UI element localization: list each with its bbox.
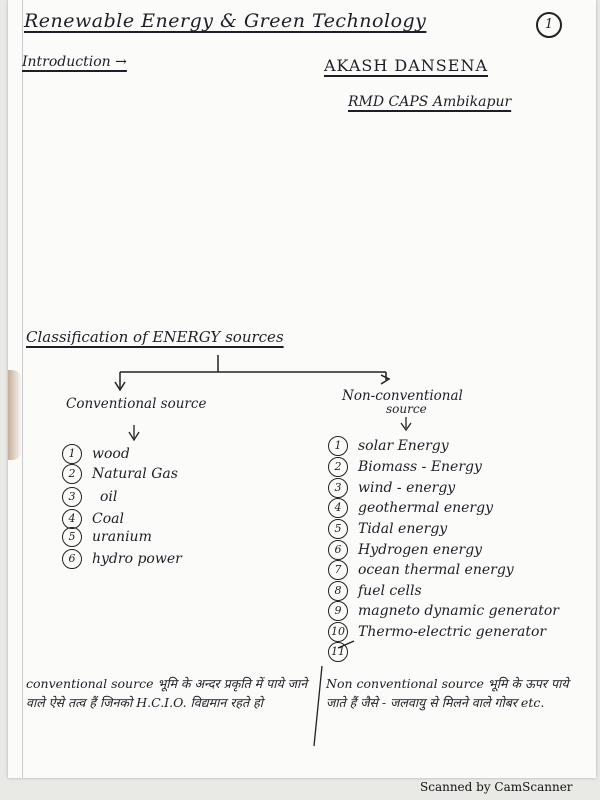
item-number: 8 [328,581,348,601]
page-title: Renewable Energy & Green Technology [24,10,427,32]
item-label: ocean thermal energy [358,562,514,578]
list-item [62,486,117,508]
item-label: Thermo-electric generator [358,624,547,640]
item-number: 1 [328,436,348,456]
item-number: 2 [328,457,348,477]
item-label: Coal [92,511,124,527]
item-label: Tidal energy [358,521,448,537]
non-conventional-title-line2: source [386,402,427,416]
item-label: hydro power [92,551,182,567]
camscanner-watermark: Scanned by CamScanner [420,780,573,794]
item-number: 4 [328,498,348,518]
list-item [328,600,559,622]
list-item [62,526,152,548]
item-label: geothermal energy [358,500,493,516]
item-number: 4 [62,509,82,529]
author-institution: RMD CAPS Ambikapur [348,94,512,110]
conventional-source-title: Conventional source [66,396,207,412]
item-number: 7 [328,560,348,580]
item-number: 3 [62,487,82,507]
item-label: uranium [92,529,152,545]
list-item [328,580,422,602]
list-item [62,548,182,570]
non-conventional-definition-note: Non conventional source भूमि के ऊपर पाये जाते हैं जैसे - जलवायु से मिलने वाले गोबर etc. [326,676,569,710]
item-number: 10 [328,622,348,642]
list-item [328,518,447,540]
item-number: 6 [328,540,348,560]
conventional-definition-note: conventional source भूमि के अन्दर प्रकृति में पाये जाने वाले ऐसे तत्व हैं जिनको H.C.I.O. विद्यमान रहते हो [26,676,308,710]
item-label: Hydrogen energy [358,542,483,558]
item-label: Biomass - Energy [358,459,482,475]
item-number: 2 [62,464,82,484]
list-item [328,456,482,478]
list-item [328,435,449,457]
item-number: 9 [328,601,348,621]
item-label: wind - energy [358,480,456,496]
item-number: 11 [328,642,348,662]
list-item [328,539,482,561]
item-label: fuel cells [358,583,422,599]
item-label: Natural Gas [92,466,178,482]
item-label: magneto dynamic generator [358,603,560,619]
non-conventional-title-line1: Non-conventional [342,388,463,404]
list-item [328,477,455,499]
page-number: 1 [536,12,562,38]
notebook-page [8,0,596,778]
item-number: 1 [62,444,82,464]
introduction-label: Introduction → [22,54,127,70]
classification-heading: Classification of ENERGY sources [26,328,284,346]
author-name: AKASH DANSENA [324,56,488,75]
list-item [328,559,514,581]
list-item [328,621,546,643]
item-number: 5 [62,527,82,547]
item-label: oil [100,489,118,505]
item-label: wood [92,446,130,462]
list-item [62,463,178,485]
list-item [62,443,130,465]
item-label: solar Energy [358,438,449,454]
item-number: 3 [328,478,348,498]
list-item [328,497,493,519]
tree-branch-lines [8,0,596,778]
item-number: 5 [328,519,348,539]
item-number: 6 [62,549,82,569]
list-item [328,641,358,663]
